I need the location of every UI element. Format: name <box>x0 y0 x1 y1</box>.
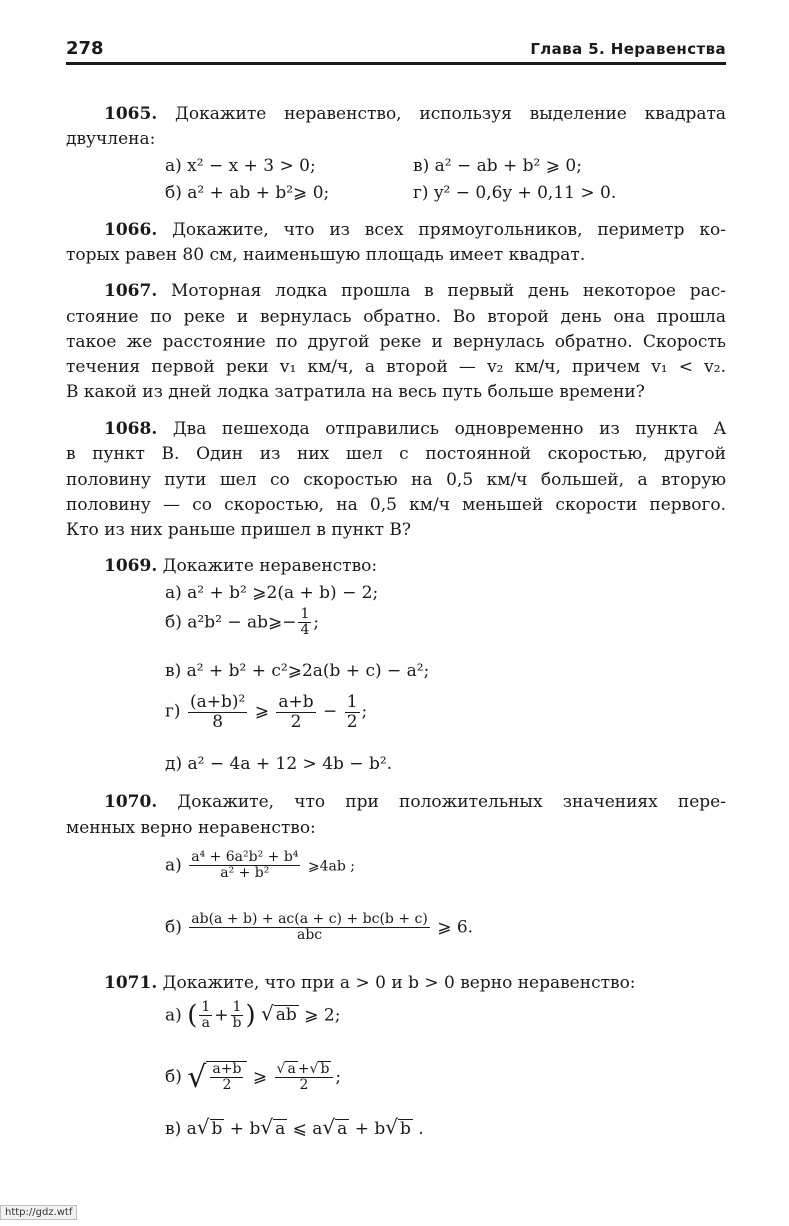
problem-1065-item-b: б) a² + ab + b²⩾ 0; <box>165 183 330 203</box>
problem-1068-line: Кто из них раньше пришел в пункт B? <box>66 520 412 540</box>
fraction: $\frac{a+b}{2}$ <box>212 1061 242 1094</box>
problem-1066-line: торых равен 80 см, наименьшую площадь имеет квадрат. <box>66 245 586 265</box>
problem-number: 1069. <box>104 556 158 576</box>
problem-1068-line: половину пути шел со скоростью на 0,5 км/ч большей, а вторую <box>66 470 726 490</box>
problem-1071-item-v: в) a√ b + b√ a ⩽ a√ a + b√ b . <box>165 1115 424 1139</box>
fraction: $\frac{√ a +√ b}{2}$ <box>275 1061 334 1094</box>
problem-1068-line: половину — со скоростью, на 0,5 км/ч меньшей скорости первого. <box>66 495 726 515</box>
chapter-title: Глава 5. Неравенства <box>530 40 726 58</box>
problem-1065-line: двучлена: <box>66 129 156 149</box>
problem-number: 1068. <box>104 419 158 439</box>
problem-1070-item-b: б) $\frac{ab(a + b) + ac(a + c) + bc(b + c)}{\text{abc}}$ ⩾ 6. <box>165 911 474 944</box>
fraction: $\frac{1}{4}$ <box>300 606 310 639</box>
problem-1068-line: 1068. Два пешехода отправились одновременно из пункта A <box>104 419 726 439</box>
problem-1066-line: 1066. Докажите, что из всех прямоугольников, периметр ко- <box>104 220 726 240</box>
fraction: $\frac{\text{a⁴ + 6a²b² + b⁴}}{\text{a² + b²}}$ <box>191 849 299 882</box>
square-root: ab <box>275 1005 297 1026</box>
problem-1071-item-b: б) √ $\frac{a+b}{2}$ ⩾ $\frac{√ a +√ b}{2}$ ; <box>165 1059 342 1095</box>
page-number: 278 <box>66 38 104 59</box>
problem-1067-line: В какой из дней лодка затратила на весь путь больше времени? <box>66 382 645 402</box>
problem-1069-item-g: г) $\frac{\text{(a+b)²}}{8}$ ⩾ $\frac{a+b}{2}$ − $\frac{1}{2}$ ; <box>165 692 368 732</box>
problem-1067-line: стояние по реке и вернулась обратно. Во второй день она прошла <box>66 307 726 327</box>
fraction: $\frac{1}{b}$ <box>232 999 242 1032</box>
problem-1071-item-a: а) ( $\frac{1}{a}$ + $\frac{1}{b}$ ) √ ab ⩾ 2; <box>165 999 341 1032</box>
problem-1067-line: такое же расстояние по другой реке и вернулась обратно. Скорость <box>66 332 726 352</box>
problem-1070-item-a: а) $\frac{\text{a⁴ + 6a²b² + b⁴}}{\text{a² + b²}}$ ⩾4ab ; <box>165 849 355 882</box>
problem-1069-item-b: б) a²b² − ab⩾− $\frac{1}{4}$ ; <box>165 606 320 639</box>
problem-1069-line: 1069. Докажите неравенство: <box>104 556 378 576</box>
problem-number: 1066. <box>104 220 158 240</box>
problem-1071-line: 1071. Докажите, что при a > 0 и b > 0 верно неравенство: <box>104 973 636 993</box>
problem-1070-line: менных верно неравенство: <box>66 818 316 838</box>
page-header <box>66 36 726 65</box>
problem-number: 1070. <box>104 792 158 812</box>
problem-1067-line: 1067. Моторная лодка прошла в первый день некоторое рас- <box>104 281 726 301</box>
problem-number: 1067. <box>104 281 158 301</box>
problem-1065-item-g: г) y² − 0,6y + 0,11 > 0. <box>413 183 617 203</box>
problem-1069-item-a: а) a² + b² ⩾2(a + b) − 2; <box>165 583 379 603</box>
problem-1069-item-d: д) a² − 4a + 12 > 4b − b². <box>165 754 393 774</box>
problem-number: 1071. <box>104 973 158 993</box>
square-root <box>206 1061 247 1094</box>
fraction: $\frac{ab(a + b) + ac(a + c) + bc(b + c)}{\text{abc}}$ <box>191 911 428 944</box>
problem-1070-line: 1070. Докажите, что при положительных значениях пере- <box>104 792 726 812</box>
problem-1069-item-v: в) a² + b² + c²⩾2a(b + c) − a²; <box>165 661 430 681</box>
problem-1067-line: течения первой реки v₁ км/ч, а второй — v₂ км/ч, причем v₁ < v₂. <box>66 357 726 377</box>
problem-1065-item-v: в) a² − ab + b² ⩾ 0; <box>413 156 582 176</box>
fraction: $\frac{a+b}{2}$ <box>278 692 314 732</box>
problem-1065-line: 1065. Докажите неравенство, используя выделение квадрата <box>104 104 726 124</box>
watermark-link[interactable]: http://gdz.wtf <box>0 1205 77 1220</box>
problem-1065-item-a: а) x² − x + 3 > 0; <box>165 156 316 176</box>
fraction: $\frac{1}{a}$ <box>201 999 211 1032</box>
problem-1068-line: в пункт B. Один из них шел с постоянной скоростью, другой <box>66 444 726 464</box>
fraction: $\frac{1}{2}$ <box>346 692 358 732</box>
fraction: $\frac{\text{(a+b)²}}{8}$ <box>189 692 246 732</box>
problem-number: 1065. <box>104 104 158 124</box>
